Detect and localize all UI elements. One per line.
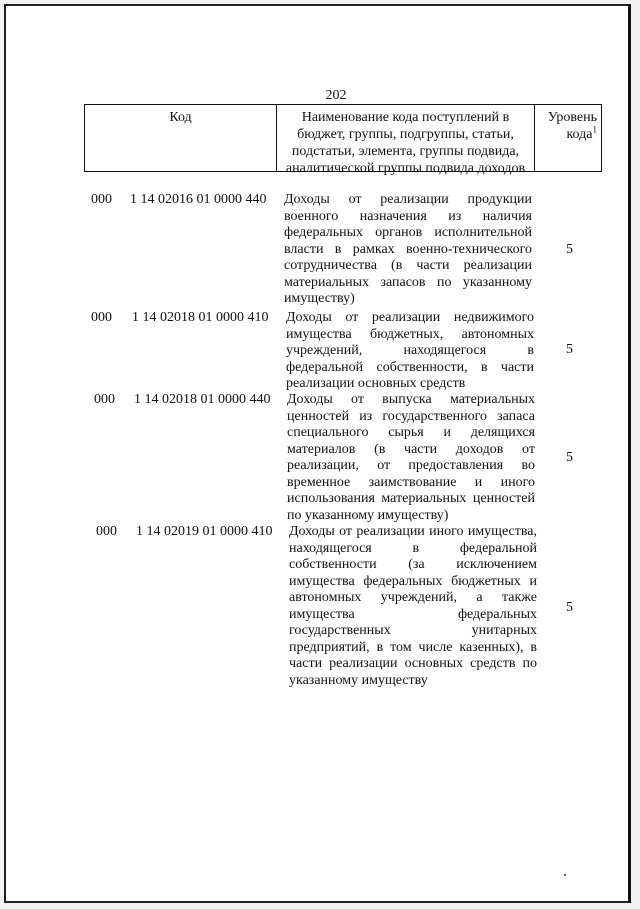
header-code-label: Код bbox=[169, 110, 192, 125]
revenue-code: 1 14 02018 01 0000 440 bbox=[134, 392, 271, 407]
name-line: временное заимствование и иного bbox=[287, 474, 535, 490]
name-line: Доходы от реализации продукции bbox=[284, 192, 532, 207]
page-number: 202 bbox=[325, 88, 347, 103]
footnote-marker: 1 bbox=[592, 124, 597, 135]
admin-code: 000 bbox=[91, 310, 112, 325]
name-line: власти в рамках военно-технического bbox=[284, 241, 532, 257]
name-line: федеральных органов исполнительной bbox=[284, 225, 532, 240]
name-line: федеральной собственности, в части bbox=[286, 359, 534, 375]
name-line: специального сырья и делящихся bbox=[287, 425, 535, 440]
table-header bbox=[84, 104, 602, 176]
header-level-label bbox=[535, 105, 601, 143]
name-line: Доходы от реализации иного имущества, bbox=[289, 524, 537, 539]
name-line: материальных запасов по указанному bbox=[284, 274, 532, 290]
header-level-line1: Уровень bbox=[547, 110, 597, 125]
admin-code: 000 bbox=[94, 392, 115, 407]
name-line: автономных учреждений, а также bbox=[289, 590, 537, 605]
name-line: предприятий, в том числе казенных), в bbox=[289, 639, 537, 655]
admin-code: 000 bbox=[96, 524, 117, 539]
header-level-line2 bbox=[535, 126, 597, 143]
name-line: части реализации основных средств по bbox=[289, 656, 537, 671]
name-line: имущества федеральных бюджетных и bbox=[289, 573, 537, 589]
header-code-cell bbox=[85, 105, 277, 171]
name-line: учреждений, находящегося в bbox=[286, 343, 534, 358]
name-line: собственности (за исключением bbox=[289, 557, 537, 572]
name-line: использования материальных ценностей bbox=[287, 491, 535, 506]
header-level-cell bbox=[535, 105, 601, 171]
header-name-line: бюджет, группы, подгруппы, статьи, bbox=[297, 127, 514, 142]
name-line: материалов (в части доходов от bbox=[287, 441, 535, 457]
name-line: указанному имуществу bbox=[289, 672, 428, 688]
name-line: находящегося в федеральной bbox=[289, 540, 537, 556]
code-level: 5 bbox=[566, 600, 573, 615]
name-line: Доходы от реализации недвижимого bbox=[286, 310, 534, 325]
header-name-line: аналитической группы подвида доходов bbox=[285, 161, 526, 176]
revenue-name bbox=[286, 310, 534, 393]
admin-code: 000 bbox=[91, 192, 112, 207]
header-name-label bbox=[277, 105, 534, 177]
name-line: реализации, от предоставления во bbox=[287, 458, 535, 473]
document-page bbox=[4, 4, 631, 903]
code-level: 5 bbox=[566, 450, 573, 465]
name-line: сотрудничества (в части реализации bbox=[284, 258, 532, 273]
name-line: государственных унитарных bbox=[289, 623, 537, 638]
header-name-line: Наименование кода поступлений в bbox=[301, 110, 510, 125]
code-level: 5 bbox=[566, 342, 573, 357]
revenue-code: 1 14 02016 01 0000 440 bbox=[130, 192, 267, 207]
header-name-line: подстатьи, элемента, группы подвида, bbox=[291, 144, 520, 159]
name-line: реализации основных средств bbox=[286, 376, 466, 391]
name-line: имущества бюджетных, автономных bbox=[286, 326, 534, 342]
scan-speck bbox=[564, 874, 566, 876]
revenue-name bbox=[287, 392, 535, 524]
revenue-code: 1 14 02019 01 0000 410 bbox=[136, 524, 273, 539]
header-level-word: кода bbox=[566, 127, 593, 142]
name-line: по указанному имуществу) bbox=[287, 507, 449, 523]
header-name-cell bbox=[277, 105, 535, 176]
name-line: Доходы от выпуска материальных bbox=[287, 392, 535, 407]
revenue-name bbox=[284, 192, 532, 308]
name-line: военного назначения из наличия bbox=[284, 208, 532, 224]
name-line: ценностей из государственного запаса bbox=[287, 408, 535, 424]
code-level: 5 bbox=[566, 242, 573, 257]
revenue-name bbox=[289, 524, 537, 689]
name-line: имуществу) bbox=[284, 291, 355, 306]
name-line: имущества федеральных bbox=[289, 606, 537, 622]
revenue-code: 1 14 02018 01 0000 410 bbox=[132, 310, 269, 325]
